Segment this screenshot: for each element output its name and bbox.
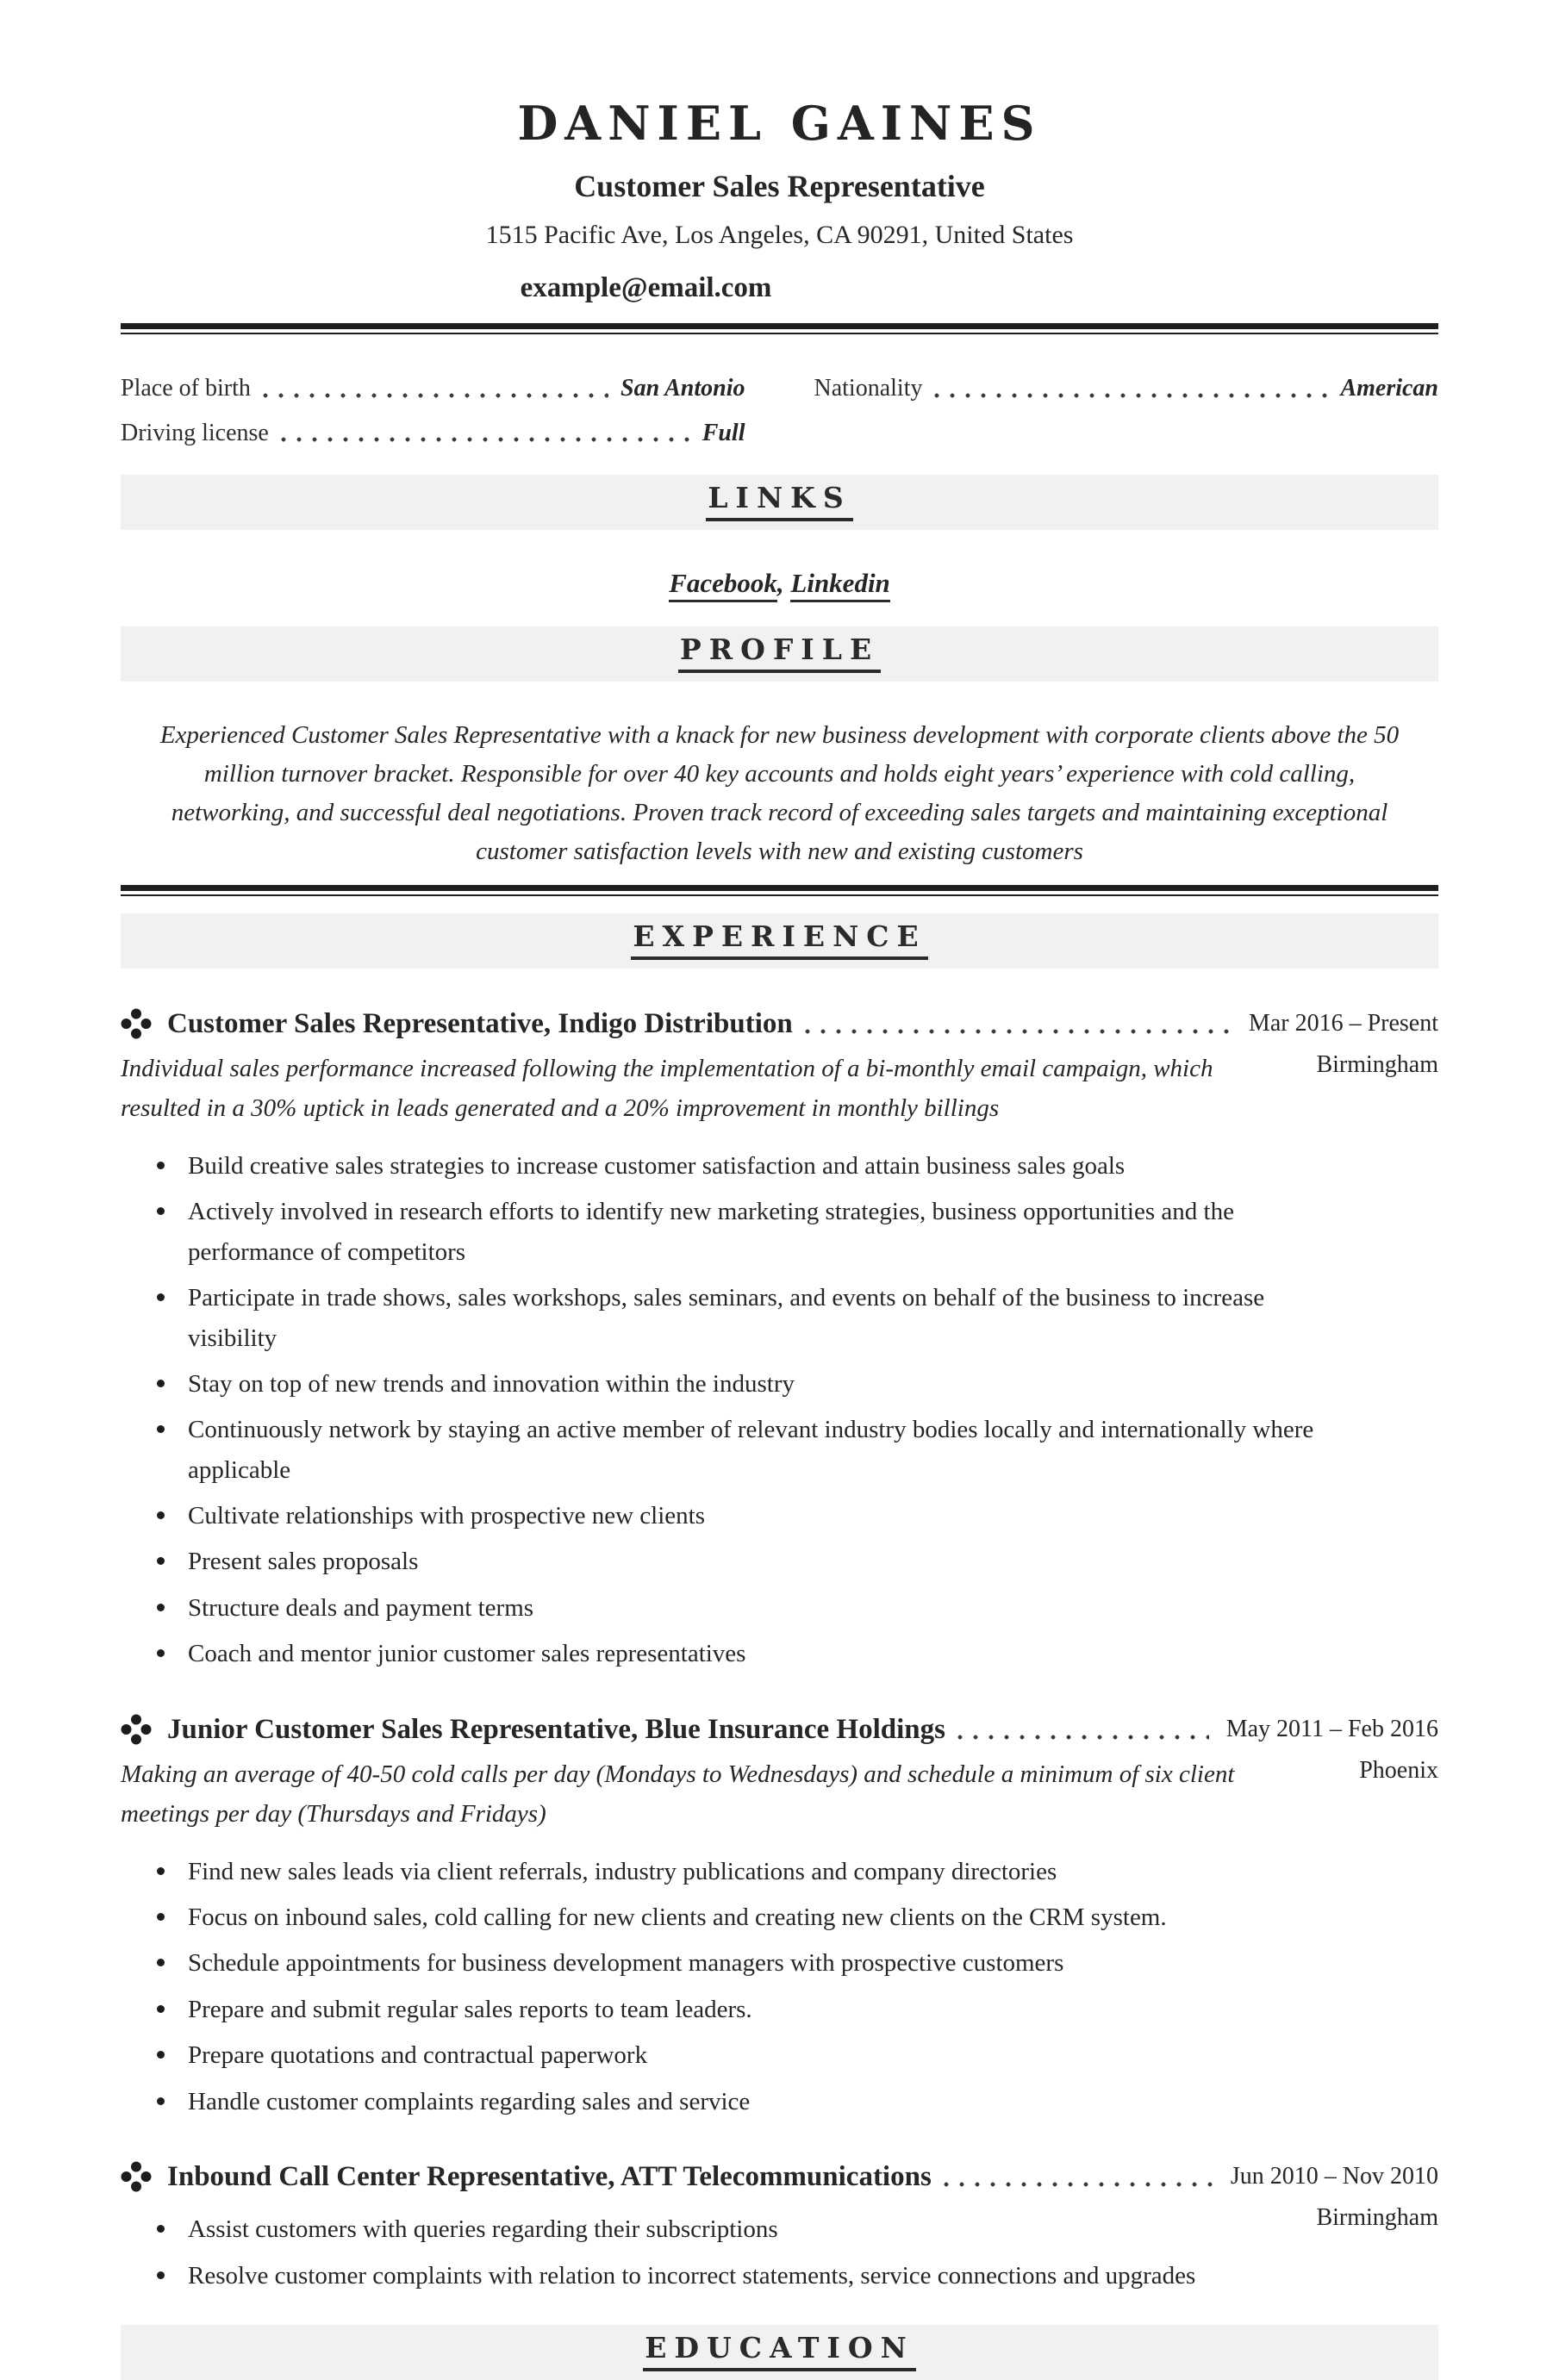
job-title: Junior Customer Sales Representative, Blue Insurance Holdings: [167, 1713, 945, 1745]
detail-row-place-of-birth: [121, 374, 745, 403]
person-address: 1515 Pacific Ave, Los Angeles, CA 90291, United States: [485, 221, 1074, 249]
clover-icon: [121, 1008, 152, 1039]
job-bullet-list: [121, 1852, 1438, 2121]
job-bullet: Resolve customer complaints with relation to incorrect statements, service connections and upgrades: [188, 2256, 1356, 2296]
person-name: DANIEL GAINES: [517, 96, 1042, 151]
job-dates: Jun 2010 – Nov 2010: [1230, 2163, 1438, 2190]
job-summary: Making an average of 40-50 cold calls per day (Mondays to Wednesdays) and schedule a minimum of six client meetings per day (Thursdays and Fridays): [121, 1760, 1235, 1828]
links-section-heading: LINKS: [706, 483, 852, 521]
job-bullet: Participate in trade shows, sales workshops, sales seminars, and events on behalf of the business to increase visibility: [188, 1278, 1356, 1358]
job-bullet: Continuously network by staying an active member of relevant industry bodies locally and internationally where applicable: [188, 1410, 1356, 1490]
dotted-leader: [944, 2182, 1213, 2187]
profile-summary: Experienced Customer Sales Representative with a knack for new business development with corporate clients above the 50 million turnover bracket. Responsible for over 40 key accounts and holds eight years’ experience with cold calling, networking, and successful deal negotiations. Proven track record of exceeding sales targets and maintaining exceptional customer satisfaction levels with new and existing customers: [159, 721, 1400, 865]
job-head: [121, 2161, 1438, 2192]
job-bullet: Assist customers with queries regarding their subscriptions: [188, 2209, 1356, 2249]
job-dates: Mar 2016 – Present: [1248, 1009, 1438, 1037]
job-location: Phoenix: [1359, 1757, 1438, 1785]
detail-value: Full: [702, 419, 745, 446]
dotted-leader: [263, 393, 608, 398]
header-divider: [121, 323, 1438, 334]
facebook-link[interactable]: Facebook: [669, 568, 777, 602]
job-bullet: Prepare and submit regular sales reports to team leaders.: [188, 1990, 1356, 2029]
job-entry-3: [121, 2161, 1438, 2296]
job-head: [121, 1008, 1438, 1039]
personal-details: [121, 374, 1438, 447]
profile-section-band: [121, 626, 1438, 682]
dotted-leader: [281, 437, 690, 442]
job-bullet: Cultivate relationships with prospective new clients: [188, 1496, 1356, 1536]
detail-value: American: [1340, 375, 1438, 402]
job-entry-1: [121, 1008, 1438, 1674]
detail-row-nationality: [814, 374, 1439, 403]
detail-label: Place of birth: [121, 375, 251, 402]
job-bullet: Present sales proposals: [188, 1542, 1356, 1581]
job-bullet: Actively involved in research efforts to identify new marketing strategies, business opportunities and the performance of competitors: [188, 1192, 1356, 1272]
job-location: Birmingham: [1316, 2204, 1438, 2232]
detail-value: San Antonio: [620, 375, 745, 402]
job-bullet: Prepare quotations and contractual paperwork: [188, 2035, 1356, 2075]
job-dates: May 2011 – Feb 2016: [1225, 1715, 1438, 1742]
clover-icon: [121, 2161, 152, 2192]
job-entry-2: [121, 1714, 1438, 2121]
job-title: Inbound Call Center Representative, ATT Telecommunications: [167, 2161, 932, 2193]
job-bullet: Handle customer complaints regarding sales and service: [188, 2082, 1356, 2121]
profile-divider: [121, 885, 1438, 896]
clover-icon: [121, 1714, 152, 1745]
links-separator: ,: [776, 568, 791, 599]
resume-header: [121, 0, 1438, 302]
job-summary: Individual sales performance increased following the implementation of a bi-monthly email campaign, which resulted in a 30% uptick in leads generated and a 20% improvement in monthly billings: [121, 1055, 1213, 1123]
dotted-leader: [805, 1029, 1232, 1034]
experience-section-band: [121, 913, 1438, 969]
links-list: [121, 568, 1438, 599]
detail-label: Nationality: [814, 375, 923, 402]
job-bullet: Stay on top of new trends and innovation within the industry: [188, 1364, 1356, 1404]
job-bullet-list: [121, 2209, 1438, 2296]
job-head: [121, 1714, 1438, 1745]
job-bullet: Structure deals and payment terms: [188, 1588, 1356, 1628]
job-bullet: Build creative sales strategies to increase customer satisfaction and attain business sales goals: [188, 1146, 1356, 1186]
job-bullet: Schedule appointments for business development managers with prospective customers: [188, 1943, 1356, 1983]
job-location: Birmingham: [1316, 1051, 1438, 1079]
person-email: example@email.com: [520, 272, 772, 303]
person-job-title: Customer Sales Representative: [574, 169, 985, 203]
links-section-band: [121, 475, 1438, 530]
job-bullet-list: [121, 1146, 1438, 1674]
linkedin-link[interactable]: Linkedin: [790, 568, 889, 602]
detail-label: Driving license: [121, 419, 269, 446]
dotted-leader: [934, 393, 1328, 398]
job-bullet: Focus on inbound sales, cold calling for new clients and creating new clients on the CRM system.: [188, 1897, 1356, 1937]
job-bullet: Find new sales leads via client referrals, industry publications and company directories: [188, 1852, 1356, 1891]
education-section-band: [121, 2325, 1438, 2380]
job-bullet: Coach and mentor junior customer sales representatives: [188, 1634, 1356, 1673]
experience-section-heading: EXPERIENCE: [631, 922, 927, 960]
detail-row-driving-license: [121, 419, 745, 448]
dotted-leader: [957, 1735, 1209, 1740]
job-title: Customer Sales Representative, Indigo Distribution: [167, 1008, 793, 1040]
education-section-heading: EDUCATION: [643, 2333, 916, 2371]
profile-section-heading: PROFILE: [678, 635, 881, 673]
